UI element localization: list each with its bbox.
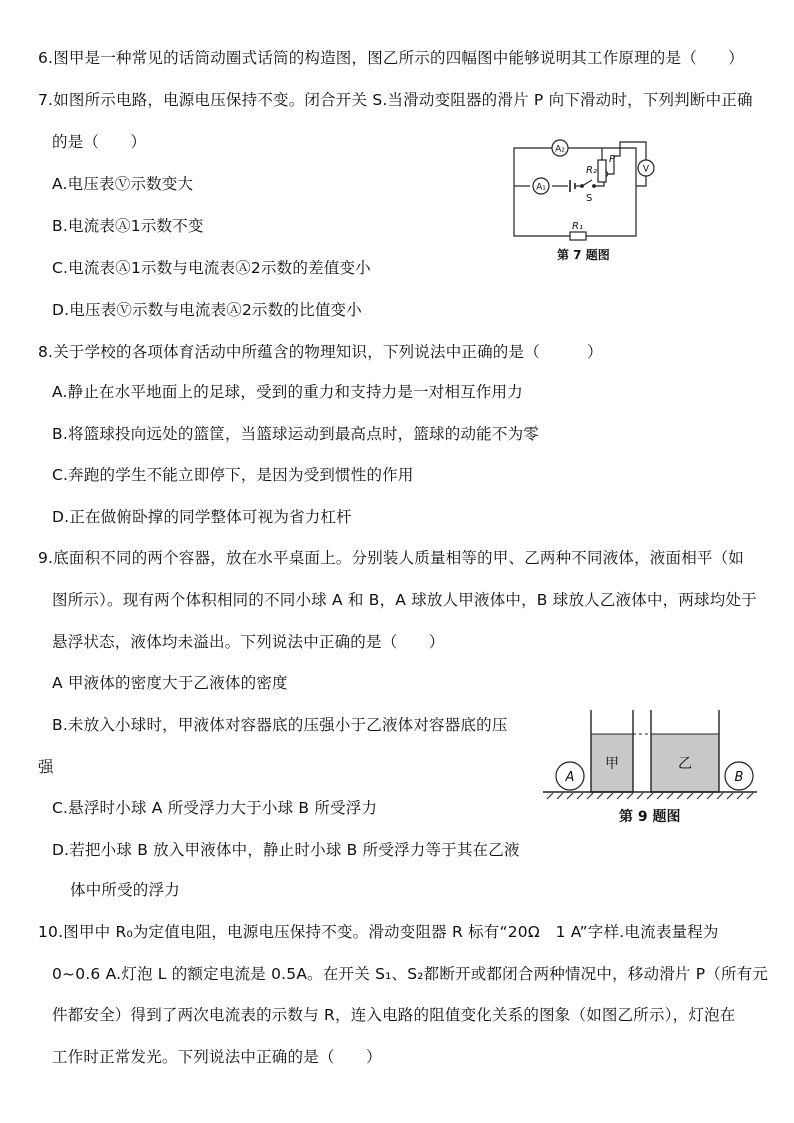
q10-line1: 10.图甲中 R₀为定值电阻，电源电压保持不变。滑动变阻器 R 标有“20Ω 1 A”字样.电流表量程为 [38,923,719,941]
ball-b-label: B [734,770,744,785]
q9-option-c: C.悬浮时小球 A 所受浮力大于小球 B 所受浮力 [52,799,378,817]
r1-label: R₁ [572,221,583,232]
a2-label: A₂ [555,144,565,155]
q9-containers-diagram [543,706,763,806]
q7-figure-caption: 第 7 题图 [557,248,610,262]
v-label: V [642,164,650,175]
q10-line4: 工作时正常发光。下列说法中正确的是（ ） [52,1048,382,1066]
q7-meters [508,140,668,250]
jia-label: 甲 [605,756,619,772]
q6-stem: 6.图甲是一种常见的话筒动圈式话筒的构造图，图乙所示的四幅图中能够说明其工作原理的是（ ） [38,49,744,67]
q8-option-d: D.正在做俯卧撑的同学整体可视为省力杠杆 [52,508,352,526]
q8-option-b: B.将篮球投向远处的篮筐，当篮球运动到最高点时，篮球的动能不为零 [52,425,539,443]
q9-option-b-line2: 强 [38,758,54,776]
q10-line3: 件都安全）得到了两次电流表的示数与 R，连入电路的阻值变化关系的图象（如图乙所示），灯泡在 [52,1006,736,1024]
q9-option-b-line1: B.未放入小球时，甲液体对容器底的压强小于乙液体对容器底的压 [52,716,508,734]
q8-stem: 8.关于学校的各项体育活动中所蕴含的物理知识，下列说法中正确的是（ ） [38,343,603,361]
q9-option-d-line1: D.若把小球 B 放入甲液体中，静止时小球 B 所受浮力等于其在乙液 [52,841,520,859]
q9-stem-line2: 图所示）。现有两个体积相同的不同小球 A 和 B，A 球放人甲液体中，B 球放人乙液体中，两球均处于 [52,591,757,609]
q7-stem-line2: 的是（ ） [52,133,147,151]
q9-stem-line3: 悬浮状态，液体均未溢出。下列说法中正确的是（ ） [52,633,445,651]
q7-option-c: C.电流表Ⓐ1示数与电流表Ⓐ2示数的差值变小 [52,259,371,277]
q8-option-a: A.静止在水平地面上的足球，受到的重力和支持力是一对相互作用力 [52,383,523,401]
q7-option-b: B.电流表Ⓐ1示数不变 [52,217,204,235]
p-label: P [609,154,616,165]
q7-option-d: D.电压表Ⓥ示数与电流表Ⓐ2示数的比值变小 [52,301,362,319]
q9-option-a: A 甲液体的密度大于乙液体的密度 [52,674,288,692]
ball-a-label: A [565,770,575,785]
q7-stem-line1: 7.如图所示电路，电源电压保持不变。闭合开关 S.当滑动变阻器的滑片 P 向下滑动时，下列判断中正确 [38,91,753,109]
q7-option-a: A.电压表Ⓥ示数变大 [52,175,194,193]
q10-line2: 0~0.6 A.灯泡 L 的额定电流是 0.5A。在开关 S₁、S₂都断开或都闭合两种情况中，移动滑片 P（所有元 [52,965,769,983]
q9-figure-caption: 第 9 题图 [619,809,681,825]
q9-option-d-line2: 体中所受的浮力 [70,881,180,899]
q8-option-c: C.奔跑的学生不能立即停下，是因为受到惯性的作用 [52,466,414,484]
q9-stem-line1: 9.底面积不同的两个容器，放在水平桌面上。分别装人质量相等的甲、乙两种不同液体，液面相平（如 [38,549,744,567]
yi-label: 乙 [678,756,692,772]
s-label: S [586,193,593,204]
a1-label: A₁ [536,182,546,193]
r2-label: R₂ [586,165,597,176]
